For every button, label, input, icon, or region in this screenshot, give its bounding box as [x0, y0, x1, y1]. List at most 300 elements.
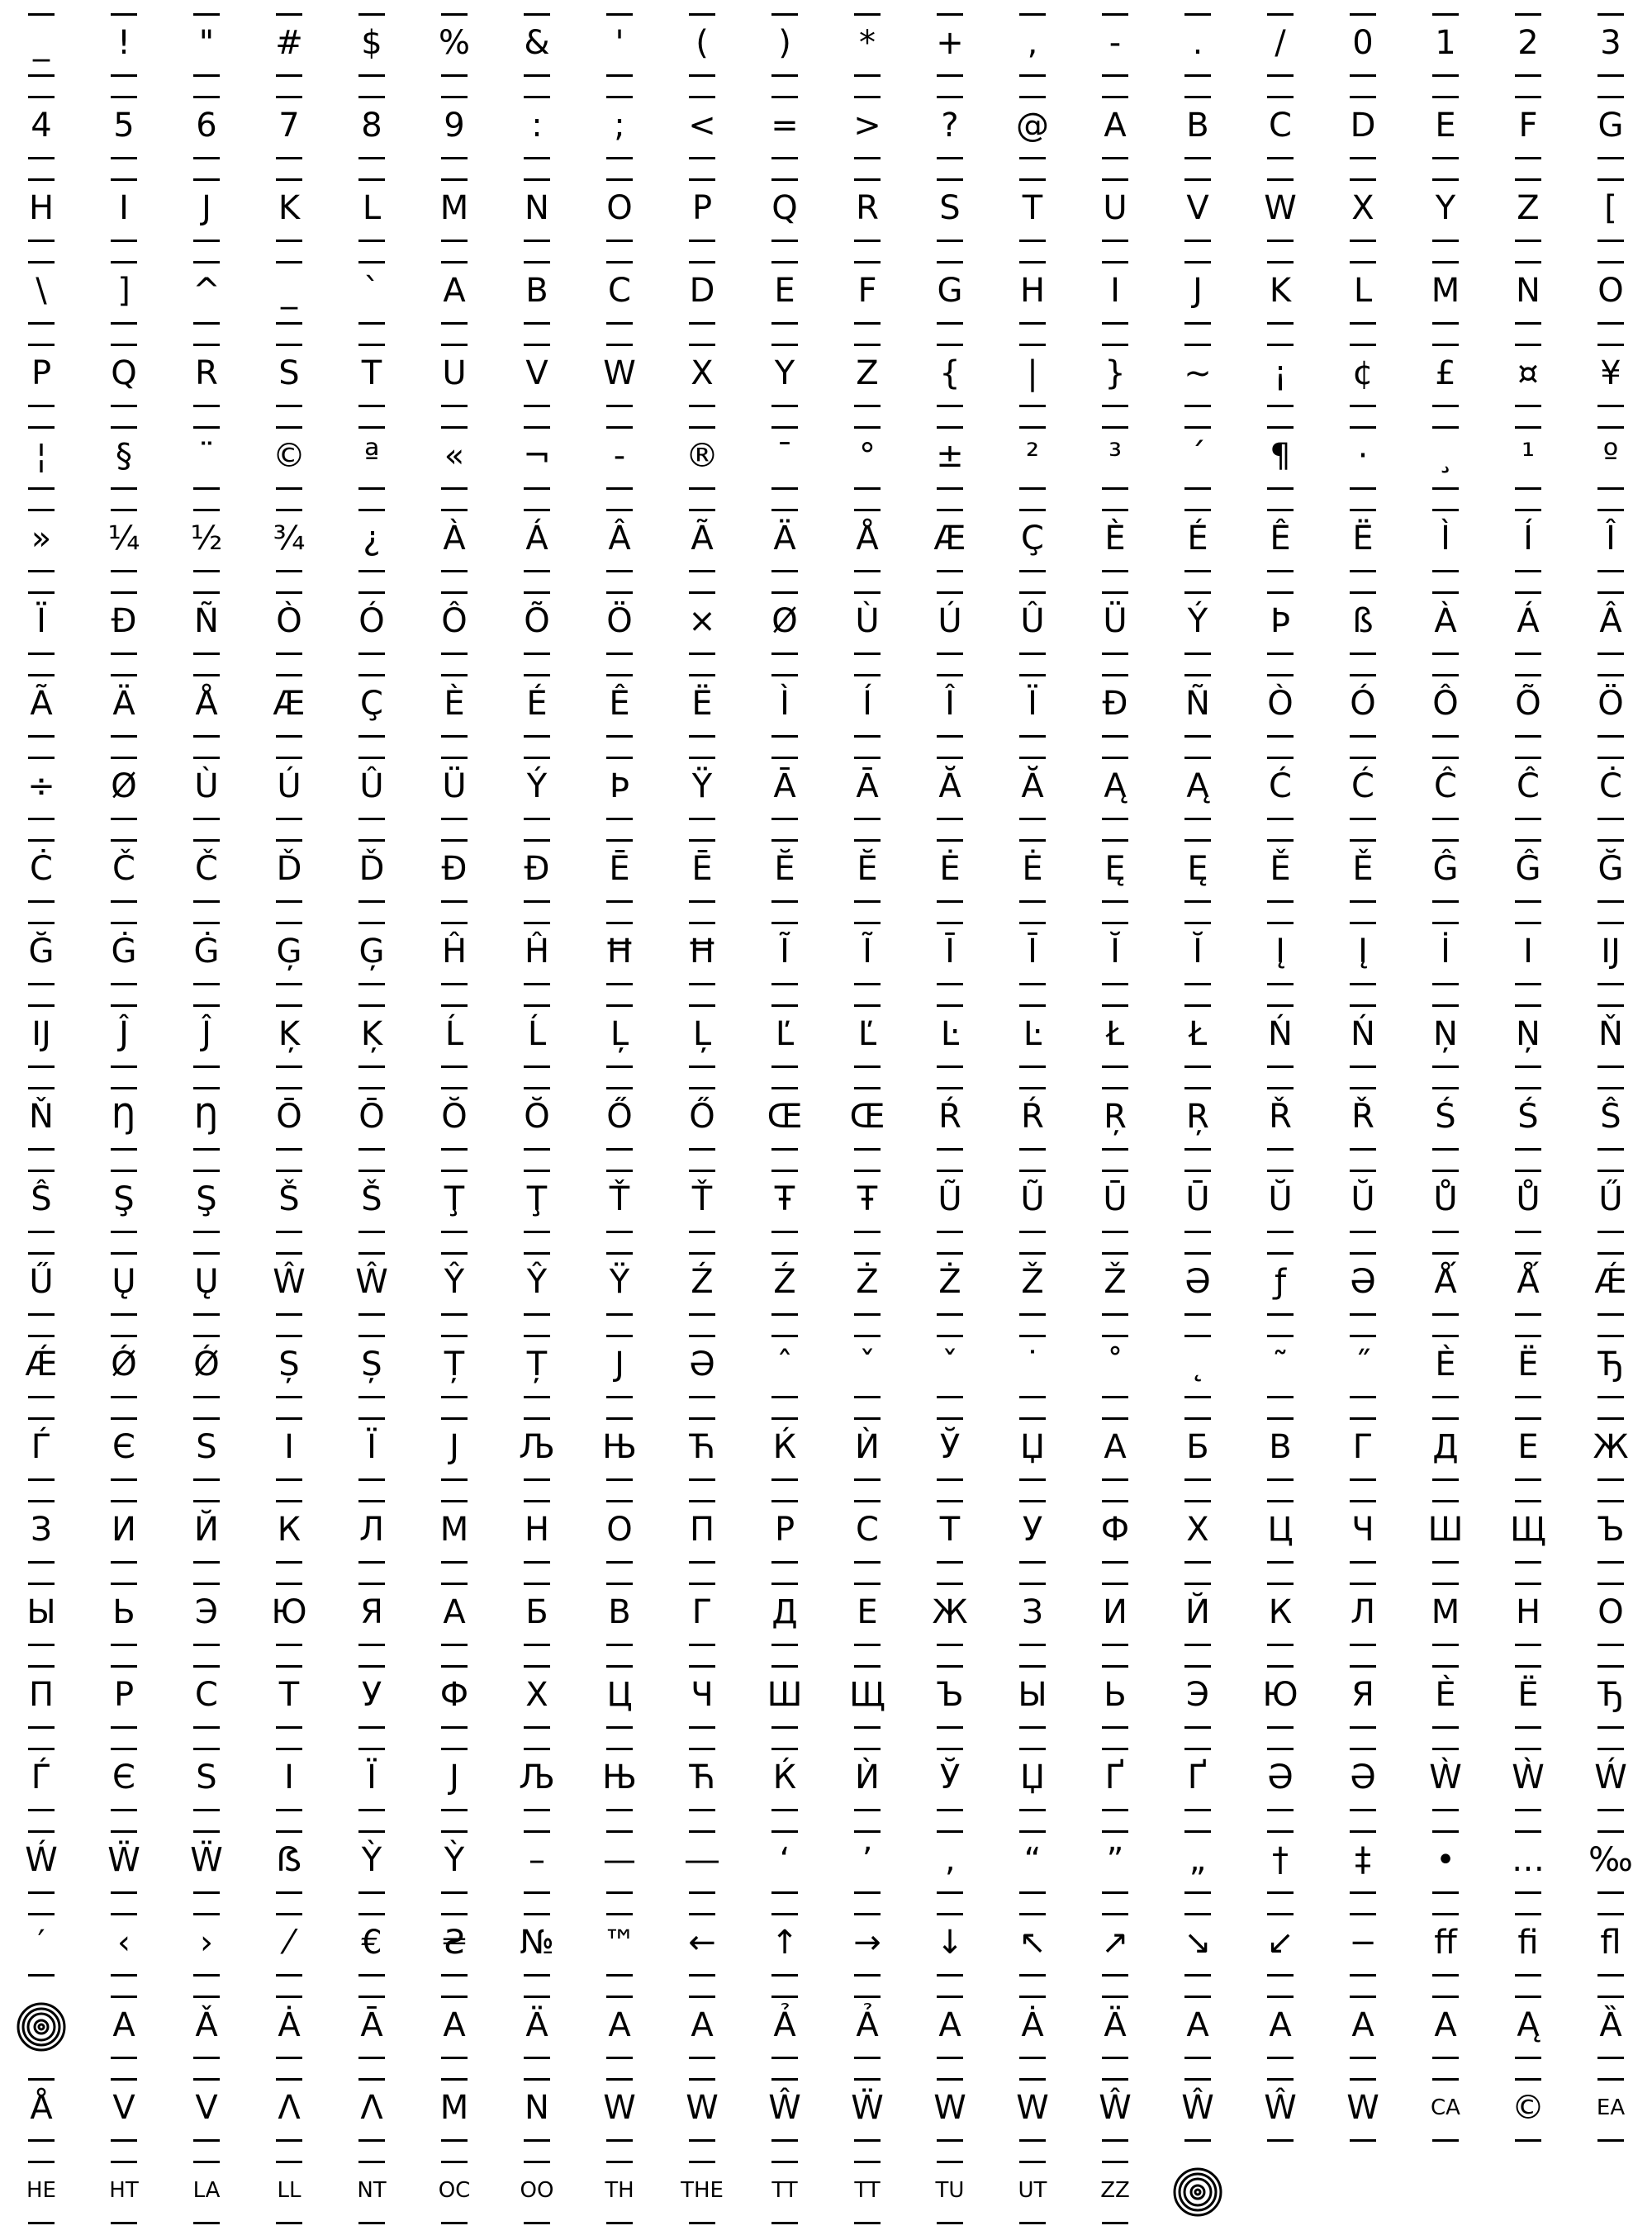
baseline-line [1267, 1313, 1294, 1316]
baseline-line [771, 1974, 798, 1977]
baseline-line [771, 570, 798, 572]
cap-line [28, 839, 55, 842]
glyph-char: Ũ [1020, 1180, 1045, 1218]
glyph-char: 2 [1517, 24, 1539, 62]
baseline-line [1184, 1561, 1211, 1564]
cap-line [193, 1170, 220, 1172]
glyph-char: Ă [938, 767, 961, 805]
glyph-cell [83, 1744, 165, 1827]
baseline-line [193, 570, 220, 572]
cap-line [441, 674, 468, 676]
glyph-cell [0, 1992, 83, 2075]
glyph-char: С [195, 1676, 218, 1714]
glyph-cell [743, 505, 826, 588]
baseline-line [1267, 405, 1294, 407]
baseline-line [771, 1231, 798, 1233]
glyph-char: Ħ [604, 933, 635, 971]
glyph-char: Q [771, 189, 798, 227]
glyph-cell [1404, 1414, 1487, 1497]
glyph-char: Ѓ [31, 1428, 52, 1466]
glyph-char: Ѝ [855, 1758, 880, 1796]
glyph-cell [743, 836, 826, 918]
glyph-cell [909, 1414, 991, 1497]
glyph-cell [496, 1249, 578, 1331]
baseline-line [193, 818, 220, 820]
cap-line [1432, 1500, 1459, 1502]
glyph-cell [1487, 1084, 1569, 1166]
cap-line [937, 1087, 963, 1089]
glyph-char: Ə [1184, 1263, 1211, 1301]
glyph-row [0, 1579, 1652, 1662]
glyph-char: Ž [1104, 1263, 1127, 1301]
cap-line [111, 13, 137, 16]
cap-line [1267, 509, 1294, 511]
glyph-char: Č [195, 850, 218, 888]
baseline-line [358, 405, 385, 407]
glyph-char: N [1516, 272, 1540, 310]
glyph-char: Ľ [775, 1015, 795, 1053]
glyph-char: Å [856, 520, 879, 558]
glyph-char: Ŵ [1264, 2089, 1297, 2127]
cap-line [606, 13, 633, 16]
glyph-cell [330, 505, 413, 588]
cap-line [1515, 1417, 1541, 1420]
glyph-cell [661, 93, 743, 175]
glyph-char: Ẁ [1429, 1758, 1462, 1796]
glyph-row [0, 1331, 1652, 1414]
baseline-line [1102, 983, 1128, 985]
baseline-line [193, 653, 220, 655]
glyph-char: E [1435, 107, 1456, 145]
baseline-line [193, 1313, 220, 1316]
glyph-char: О [606, 1511, 633, 1549]
glyph-cell [578, 2075, 661, 2157]
glyph-char: Ї [367, 1428, 377, 1466]
cap-line [193, 1087, 220, 1089]
glyph-char: Ǿ [193, 1345, 220, 1383]
glyph-cell [661, 1249, 743, 1331]
glyph-char: Ď [358, 850, 385, 888]
baseline-line [606, 405, 633, 407]
vinyl-disc-icon [1173, 2167, 1222, 2217]
baseline-line [771, 1065, 798, 1068]
glyph-char: Z [856, 354, 879, 392]
glyph-cell [248, 423, 330, 505]
glyph-cell [1074, 1166, 1156, 1249]
glyph-char: A [691, 2006, 714, 2044]
cap-line [441, 509, 468, 511]
baseline-line [1432, 1809, 1459, 1811]
glyph-char: ¹ [1521, 437, 1536, 475]
cap-line [771, 1830, 798, 1833]
baseline-line [358, 1231, 385, 1233]
glyph-cell [826, 258, 909, 340]
baseline-line [1350, 1809, 1376, 1811]
cap-line [28, 261, 55, 263]
glyph-cell [1569, 1001, 1652, 1084]
cap-line [1515, 178, 1541, 181]
baseline-line [524, 1148, 550, 1151]
baseline-line [1184, 1974, 1211, 1977]
baseline-line [1102, 1065, 1128, 1068]
baseline-line [1019, 570, 1046, 572]
glyph-cell [1322, 10, 1404, 93]
glyph-cell [1404, 2075, 1487, 2157]
cap-line [441, 1996, 468, 1998]
glyph-char: Ł [1188, 1015, 1208, 1053]
glyph-char: ™ [603, 1924, 636, 1962]
glyph-cell [330, 1662, 413, 1744]
baseline-line [28, 900, 55, 903]
baseline-line [1267, 653, 1294, 655]
glyph-char: Ź [691, 1263, 714, 1301]
glyph-char: Ś [1517, 1098, 1539, 1136]
cap-line [441, 1087, 468, 1089]
glyph-cell [1487, 1166, 1569, 1249]
baseline-line [1515, 653, 1541, 655]
baseline-line [1515, 1726, 1541, 1729]
glyph-cell [1239, 588, 1322, 671]
cap-line [276, 757, 302, 759]
baseline-line [1597, 653, 1624, 655]
baseline-line [276, 405, 302, 407]
baseline-line [276, 1891, 302, 1894]
cap-line [937, 1170, 963, 1172]
glyph-cell [1404, 505, 1487, 588]
glyph-cell [496, 1662, 578, 1744]
baseline-line [1432, 240, 1459, 242]
cap-line [111, 2161, 137, 2163]
glyph-char: В [608, 1593, 631, 1631]
cap-line [1432, 1087, 1459, 1089]
baseline-line [606, 1974, 633, 1977]
glyph-char: Ŵ [1181, 2089, 1214, 2127]
cap-line [1184, 1583, 1211, 1585]
baseline-line [276, 1561, 302, 1564]
cap-line [1515, 1004, 1541, 1007]
cap-line [854, 2078, 881, 2081]
glyph-char: Ю [271, 1593, 307, 1631]
glyph-char: Ò [1267, 685, 1294, 723]
baseline-line [28, 322, 55, 325]
glyph-char: Ż [856, 1263, 879, 1301]
glyph-row [0, 258, 1652, 340]
cap-line [1432, 1252, 1459, 1255]
baseline-line [1597, 1065, 1624, 1068]
cap-line [524, 1665, 550, 1668]
baseline-line [1019, 653, 1046, 655]
baseline-line [689, 2222, 715, 2224]
baseline-line [524, 983, 550, 985]
glyph-cell [248, 1910, 330, 1992]
glyph-char: Ŏ [524, 1098, 550, 1136]
glyph-cell [165, 836, 248, 918]
glyph-cell [826, 918, 909, 1001]
baseline-line [358, 2222, 385, 2224]
glyph-cell [496, 93, 578, 175]
glyph-char: Ỳ [444, 1841, 465, 1879]
baseline-line [854, 240, 881, 242]
baseline-line [1350, 1561, 1376, 1564]
cap-line [193, 922, 220, 924]
cap-line [689, 591, 715, 594]
baseline-line [1019, 818, 1046, 820]
cap-line [358, 674, 385, 676]
baseline-line [193, 1809, 220, 1811]
baseline-line [1432, 1891, 1459, 1894]
glyph-cell [1569, 1331, 1652, 1414]
cap-line [276, 1417, 302, 1420]
cap-line [1102, 1913, 1128, 1915]
glyph-cell [909, 1084, 991, 1166]
glyph-char: Ų [112, 1263, 136, 1301]
glyph-char: Ø [111, 767, 137, 805]
cap-line [1432, 426, 1459, 429]
glyph-char: … [1512, 1841, 1545, 1879]
cap-line [689, 757, 715, 759]
baseline-line [606, 818, 633, 820]
cap-line [606, 1748, 633, 1750]
glyph-cell [1322, 1001, 1404, 1084]
glyph-char: Ř [1269, 1098, 1292, 1136]
baseline-line [1350, 405, 1376, 407]
glyph-char: + [936, 24, 964, 62]
baseline-line [689, 1396, 715, 1398]
glyph-char: Л [1350, 1593, 1376, 1631]
baseline-line [358, 818, 385, 820]
cap-line [771, 1417, 798, 1420]
baseline-line [1432, 2057, 1459, 2059]
baseline-line [1184, 322, 1211, 325]
baseline-line [1597, 1148, 1624, 1151]
baseline-line [1515, 487, 1541, 490]
baseline-line [771, 405, 798, 407]
cap-line [276, 261, 302, 263]
cap-line [524, 1087, 550, 1089]
cap-line [1019, 2078, 1046, 2081]
glyph-char: Ŝ [31, 1180, 52, 1218]
baseline-line [1350, 1396, 1376, 1398]
cap-line [937, 13, 963, 16]
glyph-char: Ĳ [31, 1015, 51, 1053]
cap-line [1184, 96, 1211, 98]
cap-line [771, 2161, 798, 2163]
baseline-line [1432, 1148, 1459, 1151]
cap-line [28, 757, 55, 759]
glyph-char: Ō [358, 1098, 385, 1136]
glyph-cell [991, 258, 1074, 340]
baseline-line [1184, 1148, 1211, 1151]
glyph-cell [1404, 1497, 1487, 1579]
cap-line [1350, 1830, 1376, 1833]
baseline-line [111, 1891, 137, 1894]
glyph-cell [661, 10, 743, 93]
glyph-char: W [603, 2089, 636, 2127]
glyph-cell [578, 1331, 661, 1414]
glyph-char: Ņ [1433, 1015, 1458, 1053]
glyph-cell [0, 93, 83, 175]
baseline-line [1350, 1726, 1376, 1729]
baseline-line [524, 1726, 550, 1729]
glyph-cell [1239, 1497, 1322, 1579]
glyph-char: Р [113, 1676, 135, 1714]
glyph-char: Ť [691, 1180, 713, 1218]
glyph-char: ₴ [441, 1924, 468, 1962]
glyph-cell [1239, 1249, 1322, 1331]
cap-line [1102, 922, 1128, 924]
baseline-line [937, 1726, 963, 1729]
cap-line [689, 1417, 715, 1420]
glyph-cell [496, 505, 578, 588]
cap-line [111, 1252, 137, 1255]
glyph-cell [1487, 175, 1569, 258]
baseline-line [1432, 405, 1459, 407]
glyph-char: 3 [1600, 24, 1621, 62]
cap-line [1267, 261, 1294, 263]
glyph-cell [578, 1001, 661, 1084]
cap-line [1432, 178, 1459, 181]
cap-line [1267, 1665, 1294, 1668]
glyph-cell [909, 1662, 991, 1744]
glyph-char: Ŀ [1023, 1015, 1042, 1053]
cap-line [1019, 1087, 1046, 1089]
glyph-char: O [606, 189, 633, 227]
glyph-cell [661, 2157, 743, 2240]
glyph-char: ¥ [1600, 354, 1621, 392]
cap-line [1432, 839, 1459, 842]
baseline-line [1019, 1231, 1046, 1233]
glyph-cell [991, 1084, 1074, 1166]
cap-line [193, 1996, 220, 1998]
cap-line [1102, 1665, 1128, 1668]
glyph-char: = [771, 107, 799, 145]
glyph-char: ) [778, 24, 791, 62]
baseline-line [854, 1396, 881, 1398]
baseline-line [771, 2139, 798, 2142]
glyph-char: Ǽ [1594, 1263, 1627, 1301]
glyph-char: С [856, 1511, 879, 1549]
glyph-cell [1404, 258, 1487, 340]
glyph-char: Є [112, 1428, 135, 1466]
cap-line [276, 426, 302, 429]
cap-line [1432, 1665, 1459, 1668]
cap-line [276, 1087, 302, 1089]
cap-line [358, 1004, 385, 1007]
cap-line [606, 344, 633, 346]
glyph-char: Ё [1517, 1676, 1539, 1714]
baseline-line [1102, 1478, 1128, 1481]
baseline-line [854, 1644, 881, 1646]
glyph-cell [1239, 1827, 1322, 1910]
cap-line [111, 96, 137, 98]
glyph-char: Ẃ [25, 1841, 58, 1879]
cap-line [1019, 1417, 1046, 1420]
glyph-char: ¾ [273, 520, 306, 558]
cap-line [441, 2078, 468, 2081]
glyph-char: Ī [1028, 933, 1037, 971]
glyph-cell [165, 175, 248, 258]
glyph-row [0, 2075, 1652, 2157]
cap-line [276, 1748, 302, 1750]
glyph-cell [248, 1166, 330, 1249]
baseline-line [276, 2222, 302, 2224]
glyph-cell [413, 1744, 496, 1827]
baseline-line [276, 1809, 302, 1811]
cap-line [1184, 178, 1211, 181]
baseline-line [1432, 322, 1459, 325]
cap-line [771, 426, 798, 429]
glyph-char: Ț [444, 1345, 465, 1383]
glyph-char: ˜ [1272, 1345, 1289, 1383]
baseline-line [441, 2057, 468, 2059]
glyph-cell [1322, 1414, 1404, 1497]
baseline-line [358, 2057, 385, 2059]
glyph-cell [1156, 671, 1239, 753]
baseline-line [441, 157, 468, 159]
baseline-line [1102, 1561, 1128, 1564]
cap-line [111, 591, 137, 594]
glyph-char: Æ [933, 520, 966, 558]
baseline-line [441, 1726, 468, 1729]
baseline-line [1019, 1396, 1046, 1398]
glyph-char: K [278, 189, 301, 227]
glyph-cell [1156, 1166, 1239, 1249]
baseline-line [1267, 570, 1294, 572]
baseline-line [524, 1974, 550, 1977]
glyph-cell [0, 10, 83, 93]
glyph-cell [330, 918, 413, 1001]
baseline-line [771, 983, 798, 985]
baseline-line [1184, 570, 1211, 572]
glyph-cell [578, 1910, 661, 1992]
glyph-char: ~ [1184, 354, 1212, 392]
baseline-line [1515, 1148, 1541, 1151]
glyph-char: Ű [29, 1263, 54, 1301]
baseline-line [441, 1231, 468, 1233]
glyph-char: А [443, 1593, 466, 1631]
baseline-line [1267, 157, 1294, 159]
glyph-cell [743, 918, 826, 1001]
glyph-char: Đ [524, 850, 550, 888]
cap-line [1350, 1913, 1376, 1915]
cap-line [689, 674, 715, 676]
glyph-cell [1156, 1662, 1239, 1744]
glyph-cell [1569, 175, 1652, 258]
glyph-char: Я [1351, 1676, 1374, 1714]
cap-line [1102, 178, 1128, 181]
cap-line [1350, 1335, 1376, 1337]
glyph-cell [1322, 836, 1404, 918]
glyph-cell [991, 1414, 1074, 1497]
glyph-cell [1487, 2075, 1569, 2157]
glyph-cell [83, 340, 165, 423]
cap-line [1432, 1913, 1459, 1915]
glyph-cell [1569, 340, 1652, 423]
baseline-line [1019, 1644, 1046, 1646]
glyph-char: Ğ [1597, 850, 1624, 888]
baseline-line [937, 157, 963, 159]
glyph-cell [826, 340, 909, 423]
baseline-line [1597, 570, 1624, 572]
cap-line [276, 2078, 302, 2081]
glyph-char: Ǻ [1434, 1263, 1457, 1301]
baseline-line [1184, 818, 1211, 820]
glyph-cell [330, 340, 413, 423]
baseline-line [358, 487, 385, 490]
glyph-cell [165, 2157, 248, 2240]
glyph-char: Ř [1351, 1098, 1374, 1136]
cap-line [854, 344, 881, 346]
